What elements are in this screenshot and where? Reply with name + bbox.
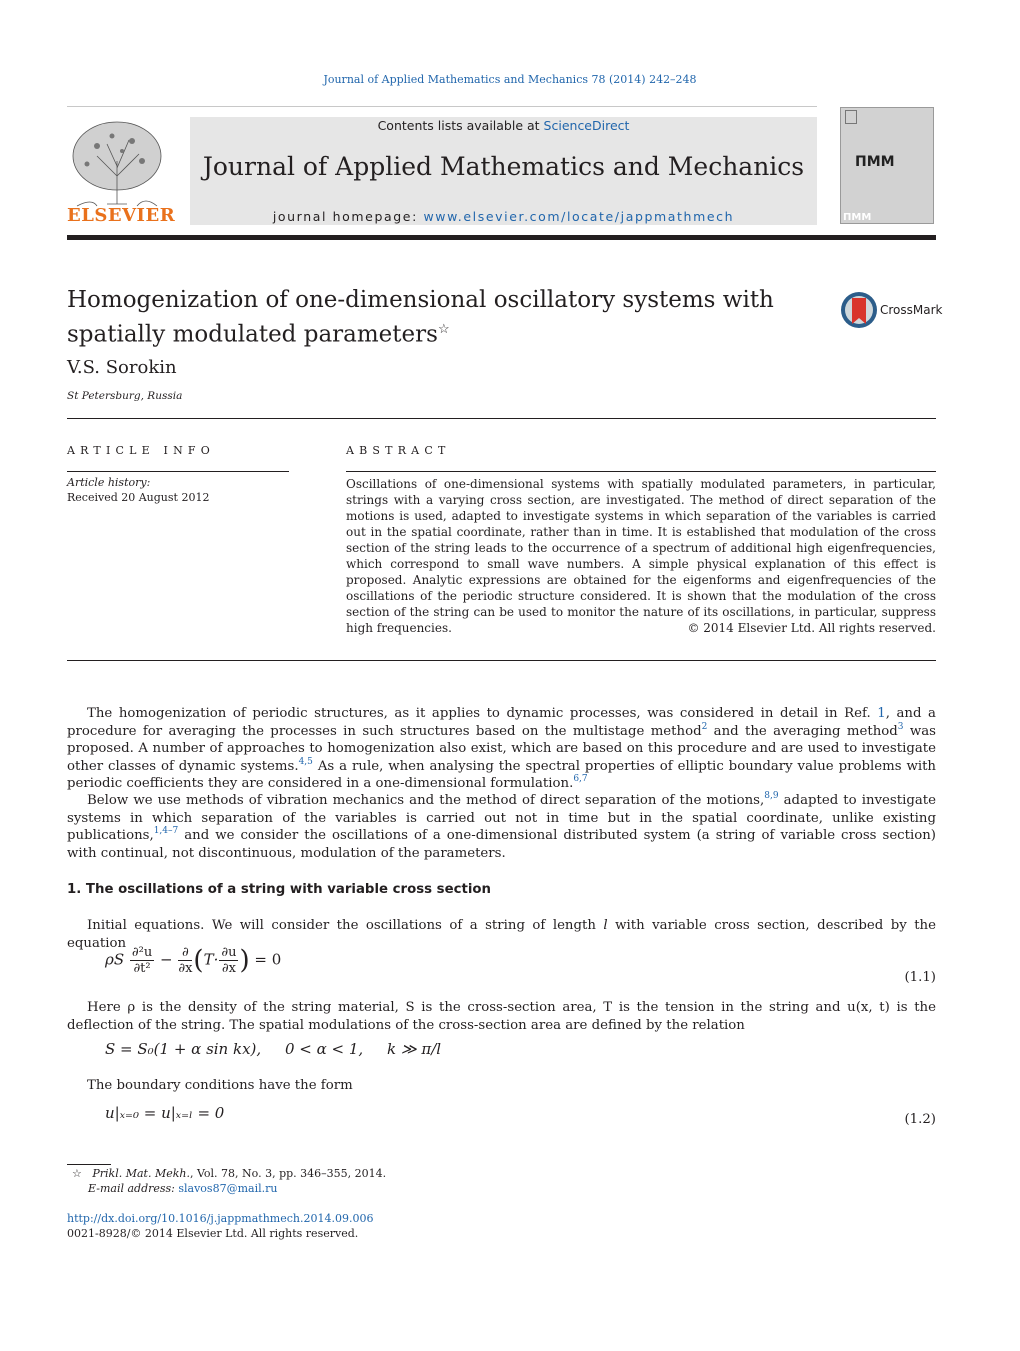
eq-fraction: [130, 945, 154, 976]
sciencedirect-link[interactable]: ScienceDirect: [543, 118, 630, 133]
eq-paren: ): [239, 945, 250, 976]
footnote-mark: ☆: [72, 1167, 82, 1180]
eq-fraction: [178, 945, 192, 976]
text-run: As a rule, when analysing the spectral properties of elliptic boundary value problems with periodic coefficients they are considered in a one-dimensional formulation.: [67, 758, 937, 791]
footnote-email: [88, 1182, 277, 1195]
text-run: , and a procedure for averaging the processes in such structures based on the multistage method: [67, 706, 936, 739]
text-run: Below we use methods of vibration mechanics and the method of direct separation of the motions,: [87, 793, 765, 808]
equation-1-2: u|ₓ₌₀ = u|ₓ₌ₗ = 0: [105, 1104, 225, 1122]
text-run: adapted to investigate systems in which separation of the variables is carried out not in time but in the spatial coordinate, unlike existing publications,: [67, 793, 936, 843]
abstract-heading: ABSTRACT: [346, 444, 451, 457]
paragraph-boundary: The boundary conditions have the form: [87, 1078, 353, 1093]
ref-link[interactable]: 1,4–7: [153, 826, 179, 836]
eq-term: ρS: [105, 950, 125, 969]
equation-number: (1.2): [904, 1112, 936, 1127]
article-title-line1: Homogenization of one-dimensional oscillatory systems with: [67, 287, 774, 313]
info-rule: [67, 471, 289, 472]
eq-term: = 0: [254, 950, 282, 969]
footnote-journal: Prikl. Mat. Mekh.: [92, 1167, 190, 1180]
equation-cross-section: S = S₀(1 + α sin kx), 0 < α < 1, k ≫ π/l: [105, 1040, 442, 1058]
footnote-text: , Vol. 78, No. 3, pp. 346–355, 2014.: [189, 1167, 387, 1180]
text-run: was proposed. A number of approaches to homogenization also exist, which are based on this procedure and are used to investigate other classes of dynamic systems.: [67, 723, 936, 774]
text-run: The homogenization of periodic structures, as it applies to dynamic processes, was considered in detail in Ref.: [87, 706, 878, 721]
text-run: Initial equations. We will consider the oscillations of a string of length: [87, 918, 604, 933]
ref-link[interactable]: 6,7: [573, 774, 588, 784]
divider: [67, 418, 936, 419]
text-run: and we consider the oscillations of a one-dimensional distributed system (a string of variable cross section) with continual, not discontinuous, modulation of the parameters.: [67, 828, 936, 861]
homepage-link[interactable]: www.elsevier.com/locate/jappmathmech: [423, 209, 735, 224]
received-date: Received 20 August 2012: [67, 491, 210, 504]
article-info-heading: ARTICLE INFO: [67, 444, 215, 457]
homepage-prefix: journal homepage:: [272, 209, 424, 224]
ref-link[interactable]: 1: [877, 706, 886, 721]
intro-paragraph-2: [67, 792, 936, 862]
eq-numerator: ∂u: [221, 945, 237, 960]
title-footnote-mark[interactable]: ☆: [437, 322, 450, 337]
paragraph-definitions: Here ρ is the density of the string material, S is the cross-section area, T is the tension in the string and u(x, t) is the deflection of the string. The spatial modulations of the cross-section area are defined by the relation: [67, 1000, 936, 1033]
eq-numerator: ∂: [178, 945, 192, 961]
footnote-1: [72, 1167, 386, 1180]
eq-term: T·: [203, 950, 219, 969]
header-rule: [67, 106, 817, 107]
abstract-copyright: © 2014 Elsevier Ltd. All rights reserved.: [687, 621, 936, 635]
equation-1-1: [105, 945, 281, 985]
abstract-rule: [346, 471, 936, 472]
email-label: E-mail address:: [88, 1182, 179, 1195]
cover-bottom-label: ПММ: [843, 212, 872, 223]
footnote-rule: [67, 1164, 111, 1165]
intro-paragraph-1: [67, 705, 936, 793]
doi-link[interactable]: http://dx.doi.org/10.1016/j.jappmathmech.2014.09.006: [67, 1212, 374, 1225]
abstract-text: Oscillations of one-dimensional systems with spatially modulated parameters, in particular, strings with a varying cross section, are investigated. The method of direct separation of the motions is used, adapted to investigate systems in which separation of the variables is carried out in the spatial coordinate, rather than in time. It is established that modulation of the cross section of the string leads to the occurrence of a spectrum of additional high eigenfrequencies, which correspond to small wave numbers. A simple physical explanation of this effect is proposed. Analytic expressions are obtained for the eigenforms and eigenfrequencies of the oscillations of the periodic structure considered. It is shown that the modulation of the cross section of the string can be used to monitor the nature of its oscillations, in particular, suppress high frequencies.: [346, 477, 936, 635]
eq-operator: −: [159, 950, 173, 969]
journal-title: Journal of Applied Mathematics and Mechanics: [202, 152, 805, 181]
crossmark-label[interactable]: CrossMark: [880, 303, 943, 317]
ref-link[interactable]: 3: [897, 721, 904, 732]
eq-numerator: ∂²u: [131, 945, 153, 960]
eq-denominator: ∂x: [221, 961, 236, 976]
author-affiliation: St Petersburg, Russia: [67, 390, 183, 402]
elsevier-wordmark: ELSEVIER: [67, 205, 176, 226]
eq-denominator: ∂x: [178, 961, 193, 976]
article-title: [67, 285, 787, 350]
contents-prefix: Contents lists available at: [377, 118, 544, 133]
crossmark-icon[interactable]: [840, 290, 878, 330]
text-run: with variable cross section, described by the equation: [67, 918, 936, 951]
section-heading: 1. The oscillations of a string with variable cross section: [67, 882, 492, 897]
email-link[interactable]: slavos87@mail.ru: [178, 1182, 278, 1195]
cover-title: ПММ: [855, 154, 895, 170]
variable: l: [603, 918, 608, 933]
text-run: and the averaging method: [707, 723, 898, 739]
equation-number: (1.1): [904, 970, 936, 985]
ref-link[interactable]: 2: [701, 721, 708, 732]
journal-cover-thumbnail[interactable]: [840, 107, 934, 224]
doi-link-line: [67, 1212, 373, 1225]
contents-line: [190, 118, 817, 133]
eq-paren: (: [193, 945, 204, 976]
journal-citation[interactable]: Journal of Applied Mathematics and Mechanics 78 (2014) 242–248: [323, 73, 697, 86]
issn-line: 0021-8928/© 2014 Elsevier Ltd. All rights reserved.: [67, 1227, 359, 1240]
eq-denominator: ∂t²: [133, 961, 151, 976]
ref-link[interactable]: 8,9: [764, 791, 779, 801]
author-name: V.S. Sorokin: [67, 357, 177, 378]
journal-homepage: [190, 209, 817, 224]
article-title-line2: spatially modulated parameters: [67, 321, 438, 348]
eq-fraction: [219, 945, 238, 976]
history-label: Article history:: [67, 476, 151, 489]
header-thick-rule: [67, 235, 936, 240]
divider: [67, 660, 936, 661]
cover-emblem-icon: [845, 110, 857, 124]
ref-link[interactable]: 4,5: [298, 756, 313, 767]
